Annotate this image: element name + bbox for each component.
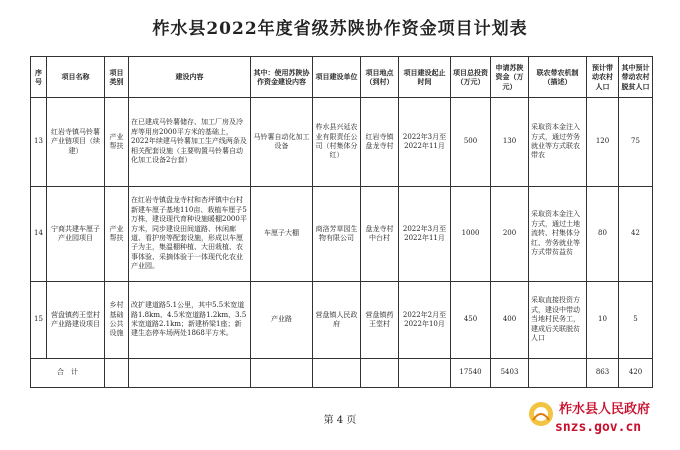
cell-location: 营盘镇药王堂村	[361, 282, 399, 359]
document-title: 柞水县2022年度省级苏陕协作资金项目计划表	[152, 19, 528, 39]
summary-empty	[251, 359, 313, 388]
summary-empty	[399, 359, 451, 388]
cell-period: 2022年3月至2022年11月	[399, 98, 451, 187]
page-number: 第 4 页	[323, 415, 357, 426]
cell-unit: 营盘镇人民政府	[313, 282, 361, 359]
summary-empty	[129, 359, 251, 388]
table-row	[31, 282, 653, 359]
table-row	[31, 187, 653, 282]
cell-requested: 400	[491, 282, 529, 359]
watermark-logo	[527, 398, 677, 444]
cell-mechanism: 采取资本金注入方式，通过劳务就业等方式联农带农	[529, 98, 587, 187]
cell-poor: 42	[619, 187, 653, 282]
cell-no: 13	[31, 98, 47, 187]
summary-empty	[105, 359, 129, 388]
cell-unit: 柞水县兴延农业有限责任公司（村集体分红）	[313, 98, 361, 187]
cell-location: 红岩寺镇盘龙寺村	[361, 98, 399, 187]
cell-people: 10	[587, 282, 619, 359]
cell-location: 盘龙寺村中台村	[361, 187, 399, 282]
cell-content: 改扩建道路5.1公里，其中5.5米宽道路1.8km、4.5米宽道路1.2km、3.5米宽道路2.1km；新建桥梁1座；新建生态停车场两处1868平方米。	[129, 282, 251, 359]
cell-name: 营盘镇药王堂村产业路建设项目	[47, 282, 105, 359]
cell-name: 宁商共建车厘子产业园项目	[47, 187, 105, 282]
header-name: 项目名称	[47, 57, 105, 98]
cell-content: 在已建成马铃薯储存、加工厂房及冷库等用房2000平方米的基础上，2022年续建马铃薯加工生产线两条及相关配套设施（主要购置马铃薯自动化加工设备2台套）	[129, 98, 251, 187]
summary-poor: 420	[619, 359, 653, 388]
header-people: 预计带动农村人口	[587, 57, 619, 98]
header-content: 建设内容	[129, 57, 251, 98]
header-mechanism: 联农带农机制（描述）	[529, 57, 587, 98]
summary-total: 17540	[451, 359, 491, 388]
header-location: 项目地点（到村）	[361, 57, 399, 98]
header-category: 项目类别	[105, 57, 129, 98]
watermark-url: snzs.gov.cn	[555, 420, 642, 435]
cell-requested: 130	[491, 98, 529, 187]
header-poor: 其中预计带动农村脱贫人口	[619, 57, 653, 98]
header-unit: 项目建设单位	[313, 57, 361, 98]
cell-total: 450	[451, 282, 491, 359]
sun-emblem-icon	[527, 400, 555, 428]
cell-total: 500	[451, 98, 491, 187]
summary-empty	[313, 359, 361, 388]
cell-people: 120	[587, 98, 619, 187]
header-period: 项目建设起止时间	[399, 57, 451, 98]
cell-name: 红岩寺镇马铃薯产业链项目（续建）	[47, 98, 105, 187]
watermark-name: 柞水县人民政府	[559, 402, 651, 417]
summary-people: 863	[587, 359, 619, 388]
project-table	[30, 56, 653, 388]
cell-unit: 商洛芳草园生物有限公司	[313, 187, 361, 282]
summary-row	[31, 359, 653, 388]
cell-mechanism: 采取资本金注入方式，通过土地流转、村集体分红、劳务就业等方式带贫益贫	[529, 187, 587, 282]
header-funded: 其中：使用苏陕协作资金建设内容	[251, 57, 313, 98]
cell-people: 80	[587, 187, 619, 282]
cell-funded: 车厘子大棚	[251, 187, 313, 282]
summary-empty	[529, 359, 587, 388]
header-no: 序号	[31, 57, 47, 98]
summary-requested: 5403	[491, 359, 529, 388]
cell-content: 在红岩寺镇盘龙寺村和杏坪镇中台村新建车厘子基地110亩、栽植车厘子5万株，建设现代育种设施暖棚2000平方米，同步建设田间道路、休闲廊道、看护房等配套设施，形成以车厘子为主，集温棚种植、大田栽植、农事体验、采摘体验于一体现代化农业产业园。	[129, 187, 251, 282]
cell-poor: 5	[619, 282, 653, 359]
cell-no: 15	[31, 282, 47, 359]
cell-no: 14	[31, 187, 47, 282]
cell-category: 产业帮扶	[105, 187, 129, 282]
cell-mechanism: 采取直接投资方式，建设中带动当地村民务工，建成后关联脱贫人口	[529, 282, 587, 359]
cell-requested: 200	[491, 187, 529, 282]
cell-category: 产业帮扶	[105, 98, 129, 187]
header-total: 项目总投资（万元）	[451, 57, 491, 98]
summary-empty	[361, 359, 399, 388]
cell-poor: 75	[619, 98, 653, 187]
table-row	[31, 98, 653, 187]
cell-period: 2022年3月至2022年11月	[399, 187, 451, 282]
table-header-row	[31, 57, 653, 98]
summary-label: 合 计	[31, 359, 105, 388]
cell-period: 2022年2月至2022年10月	[399, 282, 451, 359]
cell-total: 1000	[451, 187, 491, 282]
header-requested: 申请苏陕资金（万元）	[491, 57, 529, 98]
cell-category: 乡村基础公共设施	[105, 282, 129, 359]
cell-funded: 产业路	[251, 282, 313, 359]
cell-funded: 马铃薯自动化加工设备	[251, 98, 313, 187]
